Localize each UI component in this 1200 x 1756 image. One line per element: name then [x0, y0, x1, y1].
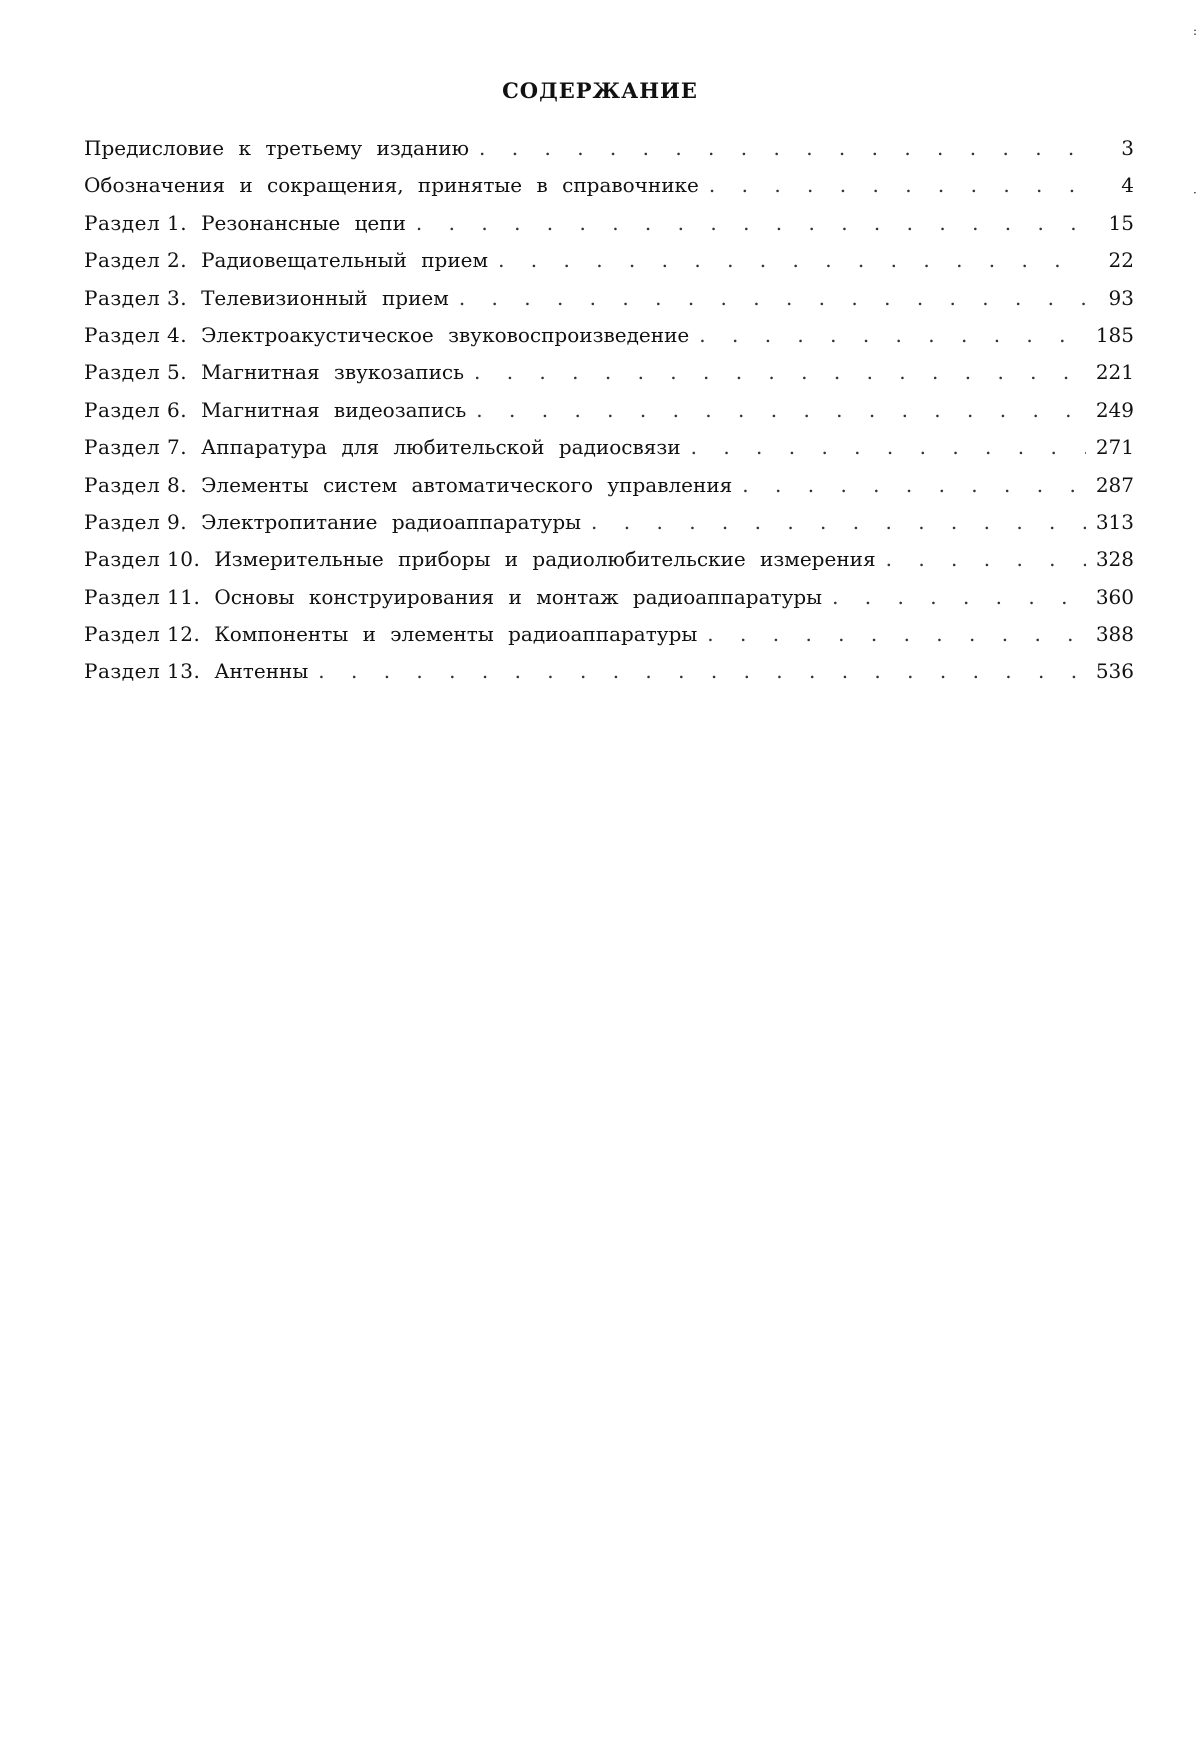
- toc-entry-page: 313: [1095, 509, 1134, 534]
- toc-entry-prefix: Раздел 1.: [84, 210, 188, 235]
- toc-entry-prefix: Раздел 11.: [84, 584, 201, 609]
- toc-entry[interactable]: [84, 547, 1134, 584]
- scan-edge-mark: ·: [1193, 186, 1197, 200]
- toc-entry-page: 249: [1095, 397, 1134, 422]
- toc-entry-title: Компоненты и элементы радиоаппаратуры: [214, 622, 698, 647]
- toc-dot-leader: [476, 398, 1086, 422]
- toc-entry-title: Обозначения и сокращения, принятые в справочнике: [84, 173, 699, 198]
- toc-entry-prefix: Раздел 12.: [84, 622, 201, 647]
- toc-entry-prefix: Раздел 3.: [84, 285, 188, 310]
- toc-dot-leader: [591, 510, 1086, 534]
- toc-entry[interactable]: [84, 323, 1134, 360]
- toc-dot-leader: [707, 622, 1086, 646]
- toc-entry[interactable]: [84, 173, 1134, 210]
- toc-entry-title: Антенны: [214, 659, 309, 684]
- toc-entry-title: Измерительные приборы и радиолюбительские измерения: [214, 547, 876, 572]
- toc-entry[interactable]: [84, 248, 1134, 285]
- toc-entry[interactable]: [84, 659, 1134, 696]
- toc-entry-page: 536: [1095, 659, 1134, 684]
- toc-entry-prefix: Раздел 6.: [84, 397, 188, 422]
- toc-dot-leader: [479, 136, 1088, 160]
- toc-entry-prefix: Раздел 7.: [84, 435, 188, 460]
- toc-entry-title: Электропитание радиоаппаратуры: [201, 509, 582, 534]
- toc-entry-page: 185: [1095, 322, 1134, 347]
- toc-entry-page: 15: [1108, 210, 1134, 235]
- toc-entry-page: 328: [1095, 547, 1134, 572]
- toc-entry-title: Магнитная видеозапись: [201, 397, 467, 422]
- toc-dot-leader: [832, 585, 1086, 609]
- toc-entry-prefix: Раздел 9.: [84, 509, 188, 534]
- toc-entry[interactable]: [84, 473, 1134, 510]
- scan-edge-mark: :: [1193, 24, 1198, 38]
- toc-entry-page: 22: [1108, 248, 1134, 273]
- toc-entry[interactable]: [84, 360, 1134, 397]
- toc-entry-title: Магнитная звукозапись: [201, 360, 464, 385]
- toc-entry-page: 360: [1095, 584, 1134, 609]
- toc-entry[interactable]: [84, 435, 1134, 472]
- toc-entry-title: Аппаратура для любительской радиосвязи: [201, 435, 681, 460]
- toc-dot-leader: [474, 360, 1086, 384]
- toc-entry-title: Предисловие к третьему изданию: [84, 136, 470, 160]
- toc-entry-prefix: Раздел 13.: [84, 659, 201, 684]
- toc-entry[interactable]: [84, 136, 1134, 173]
- toc-entry-prefix: Раздел 5.: [84, 360, 188, 385]
- toc-dot-leader: [498, 248, 1088, 272]
- toc-entry[interactable]: [84, 398, 1134, 435]
- toc-dot-leader: [318, 659, 1086, 683]
- toc-entry-prefix: Раздел 2.: [84, 248, 188, 273]
- toc-entry-page: 287: [1095, 472, 1134, 497]
- toc-entry-page: 93: [1108, 285, 1134, 310]
- page-title: СОДЕРЖАНИЕ: [502, 78, 698, 103]
- toc-dot-leader: [709, 173, 1088, 197]
- toc-entry-title: Электроакустическое звуковоспроизведение: [201, 322, 690, 347]
- toc-entry[interactable]: [84, 286, 1134, 323]
- toc-entry-prefix: Раздел 4.: [84, 322, 188, 347]
- toc-entry-page: 4: [1121, 173, 1134, 198]
- toc-entry-title: Телевизионный прием: [201, 285, 449, 310]
- toc-dot-leader: [416, 211, 1088, 235]
- toc-entry-prefix: Раздел 8.: [84, 472, 188, 497]
- toc-dot-leader: [742, 473, 1086, 497]
- toc-entry-prefix: Раздел 10.: [84, 547, 201, 572]
- toc-entry-page: 221: [1095, 360, 1134, 385]
- toc-dot-leader: [459, 286, 1088, 310]
- toc-dot-leader: [886, 547, 1086, 571]
- toc-entry[interactable]: [84, 622, 1134, 659]
- toc-dot-leader: [691, 435, 1086, 459]
- toc-entry-title: Радиовещательный прием: [201, 248, 489, 273]
- toc-entry-page: 388: [1095, 622, 1134, 647]
- toc-entry-title: Основы конструирования и монтаж радиоаппаратуры: [214, 584, 823, 609]
- toc-entry-title: Элементы систем автоматического управления: [201, 472, 733, 497]
- toc-entry-page: 271: [1095, 435, 1134, 460]
- toc-entry[interactable]: [84, 585, 1134, 622]
- toc-entry-title: Резонансные цепи: [201, 210, 406, 235]
- toc-entry[interactable]: [84, 211, 1134, 248]
- toc-dot-leader: [699, 323, 1086, 347]
- toc-list: [84, 136, 1134, 697]
- toc-entry[interactable]: [84, 510, 1134, 547]
- toc-entry-page: 3: [1121, 136, 1134, 160]
